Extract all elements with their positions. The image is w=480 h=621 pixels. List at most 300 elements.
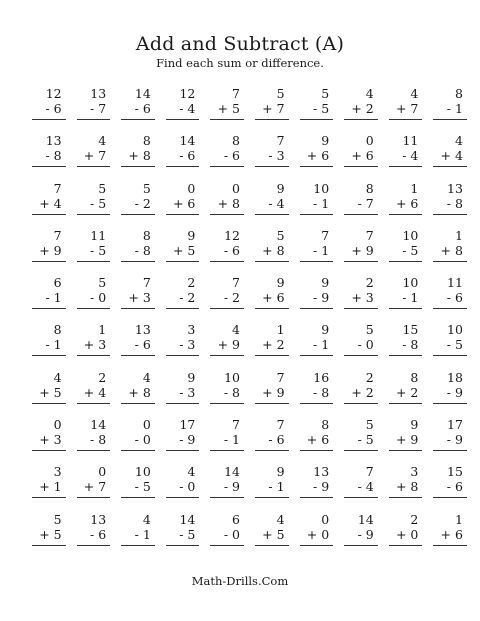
problem-item: [252, 513, 297, 560]
problem-item: [118, 229, 163, 276]
problem-operator-number: + 8: [440, 242, 463, 258]
problem-top-number: 8: [53, 322, 62, 338]
answer-line: [77, 545, 111, 546]
problem-top-number: 4: [232, 322, 240, 338]
problem-top-number: 3: [187, 322, 196, 338]
problem-top-number: 14: [179, 133, 196, 149]
problem-top-number: 8: [365, 180, 374, 196]
problem-operator-number: + 2: [262, 337, 285, 353]
problem-item: [163, 465, 208, 512]
problem-operator-number: - 9: [313, 290, 330, 306]
problem-operator-number: + 6: [306, 148, 330, 164]
problem-top-number: 7: [276, 133, 285, 149]
problem-top-number: 14: [224, 464, 240, 480]
answer-line: [210, 261, 244, 262]
problem-top-number: 2: [365, 275, 374, 291]
problem-item: [29, 513, 74, 560]
answer-line: [77, 214, 111, 215]
problem-item: [118, 513, 163, 560]
problem-item: [386, 229, 431, 276]
problem-operator-number: - 0: [90, 290, 107, 306]
problem-top-number: 2: [410, 511, 419, 527]
problem-item: [297, 276, 342, 323]
problem-operator-number: - 6: [223, 148, 240, 164]
problem-operator-number: + 3: [351, 290, 374, 306]
answer-line: [121, 261, 155, 262]
problem-top-number: 1: [454, 511, 463, 527]
problem-operator-number: + 3: [39, 432, 62, 448]
problem-item: [163, 134, 208, 181]
problem-operator-number: + 5: [39, 526, 62, 542]
problem-operator-number: - 1: [45, 290, 62, 306]
problem-operator-number: + 5: [217, 101, 240, 116]
problem-item: [74, 229, 119, 276]
answer-line: [433, 214, 467, 215]
answer-line: [344, 403, 378, 404]
answer-line: [255, 497, 289, 498]
answer-line: [433, 166, 467, 167]
problem-top-number: 0: [321, 511, 330, 527]
problem-operator-number: + 8: [395, 479, 419, 495]
problem-item: [29, 229, 74, 276]
answer-line: [121, 497, 155, 498]
problem-item: [341, 276, 386, 323]
problem-top-number: 3: [410, 464, 419, 480]
answer-line: [77, 119, 111, 120]
answer-line: [344, 261, 378, 262]
answer-line: [344, 119, 378, 120]
answer-line: [344, 214, 378, 215]
problem-item: [297, 323, 342, 370]
answer-line: [32, 403, 66, 404]
problem-operator-number: - 6: [223, 242, 240, 258]
answer-line: [433, 261, 467, 262]
answer-line: [210, 403, 244, 404]
problem-operator-number: - 2: [179, 290, 196, 306]
problem-item: [430, 465, 475, 512]
problem-top-number: 5: [321, 86, 330, 101]
problem-item: [29, 182, 74, 229]
problem-top-number: 7: [53, 180, 62, 196]
answer-line: [166, 450, 200, 451]
problem-operator-number: - 6: [268, 432, 285, 448]
problem-top-number: 13: [90, 86, 107, 101]
worksheet-instructions: Find each sum or difference.: [156, 56, 324, 70]
problem-operator-number: + 2: [351, 101, 374, 116]
problem-item: [74, 418, 119, 465]
answer-line: [300, 355, 334, 356]
problem-operator-number: + 6: [306, 432, 330, 448]
answer-line: [300, 214, 334, 215]
problem-operator-number: - 8: [223, 384, 240, 400]
problem-operator-number: + 6: [172, 195, 196, 211]
problem-item: [297, 465, 342, 512]
problem-top-number: 7: [53, 227, 62, 243]
problem-item: [386, 134, 431, 181]
answer-line: [389, 119, 423, 120]
answer-line: [300, 119, 334, 120]
problem-item: [74, 87, 119, 134]
problem-top-number: 10: [402, 275, 419, 291]
problem-operator-number: + 5: [172, 242, 196, 258]
answer-line: [166, 166, 200, 167]
problem-top-number: 9: [276, 464, 285, 480]
problem-item: [386, 276, 431, 323]
answer-line: [77, 166, 111, 167]
problem-item: [163, 87, 208, 134]
problem-item: [341, 87, 386, 134]
problem-operator-number: - 8: [446, 195, 463, 211]
problem-top-number: 4: [53, 369, 62, 385]
problem-item: [341, 513, 386, 560]
problem-top-number: 17: [179, 417, 196, 433]
problem-top-number: 5: [98, 275, 107, 291]
problem-item: [163, 371, 208, 418]
problem-top-number: 7: [142, 275, 151, 291]
problem-operator-number: + 6: [395, 195, 419, 211]
problem-operator-number: + 8: [262, 242, 285, 258]
problem-operator-number: - 5: [313, 101, 330, 116]
answer-line: [166, 545, 200, 546]
answer-line: [389, 450, 423, 451]
problem-top-number: 13: [134, 322, 151, 338]
problem-top-number: 13: [90, 511, 107, 527]
problem-top-number: 9: [276, 275, 285, 291]
problem-top-number: 1: [98, 322, 107, 338]
problem-top-number: 3: [53, 464, 62, 480]
problem-operator-number: - 2: [134, 195, 151, 211]
problem-operator-number: + 6: [440, 526, 463, 542]
answer-line: [166, 355, 200, 356]
problem-operator-number: - 3: [179, 337, 196, 353]
answer-line: [77, 497, 111, 498]
problem-item: [163, 276, 208, 323]
answer-line: [433, 545, 467, 546]
problem-item: [207, 371, 252, 418]
answer-line: [32, 450, 66, 451]
answer-line: [433, 119, 467, 120]
problem-operator-number: + 6: [262, 290, 285, 306]
problem-item: [252, 465, 297, 512]
problem-top-number: 6: [53, 275, 62, 291]
problem-item: [341, 323, 386, 370]
problem-item: [386, 371, 431, 418]
problem-item: [341, 229, 386, 276]
problem-item: [252, 276, 297, 323]
problem-top-number: 10: [402, 227, 419, 243]
problem-top-number: 8: [142, 227, 151, 243]
problem-top-number: 2: [187, 275, 196, 291]
answer-line: [32, 355, 66, 356]
problem-top-number: 0: [232, 180, 240, 196]
answer-line: [344, 355, 378, 356]
problem-top-number: 5: [365, 417, 374, 433]
problem-operator-number: - 4: [268, 195, 285, 211]
problem-item: [74, 182, 119, 229]
problem-item: [29, 418, 74, 465]
answer-line: [433, 450, 467, 451]
answer-line: [166, 403, 200, 404]
problem-top-number: 1: [454, 227, 463, 243]
problem-item: [297, 229, 342, 276]
problem-top-number: 14: [134, 86, 151, 101]
problem-operator-number: + 2: [351, 384, 374, 400]
problem-top-number: 7: [276, 369, 285, 385]
problem-operator-number: - 8: [90, 432, 107, 448]
problem-item: [341, 134, 386, 181]
problem-item: [341, 418, 386, 465]
problem-item: [207, 134, 252, 181]
problem-operator-number: + 9: [217, 337, 240, 353]
problem-item: [29, 276, 74, 323]
problem-top-number: 16: [313, 369, 330, 385]
answer-line: [389, 308, 423, 309]
problem-top-number: 11: [402, 133, 419, 149]
answer-line: [166, 214, 200, 215]
problem-item: [341, 465, 386, 512]
answer-line: [433, 403, 467, 404]
problem-operator-number: - 8: [313, 384, 330, 400]
problem-top-number: 10: [134, 464, 151, 480]
problem-item: [207, 229, 252, 276]
answer-line: [344, 450, 378, 451]
answer-line: [77, 261, 111, 262]
problem-top-number: 15: [447, 464, 463, 480]
problem-item: [207, 465, 252, 512]
problem-item: [430, 229, 475, 276]
problem-operator-number: + 1: [39, 479, 62, 495]
problem-operator-number: + 8: [128, 384, 151, 400]
problem-item: [118, 87, 163, 134]
answer-line: [166, 261, 200, 262]
problem-item: [163, 182, 208, 229]
answer-line: [389, 355, 423, 356]
problem-top-number: 13: [313, 464, 330, 480]
problem-top-number: 7: [232, 86, 240, 101]
problem-operator-number: + 3: [128, 290, 151, 306]
problem-top-number: 9: [321, 133, 330, 149]
problem-operator-number: - 3: [179, 384, 196, 400]
answer-line: [389, 403, 423, 404]
answer-line: [77, 308, 111, 309]
problem-operator-number: - 2: [223, 290, 240, 306]
problem-top-number: 5: [53, 511, 62, 527]
problem-operator-number: - 1: [134, 526, 151, 542]
problem-item: [252, 182, 297, 229]
problem-item: [207, 513, 252, 560]
problem-item: [297, 134, 342, 181]
answer-line: [255, 166, 289, 167]
problem-operator-number: - 6: [446, 290, 463, 306]
problem-operator-number: + 4: [440, 148, 463, 164]
answer-line: [32, 214, 66, 215]
problem-operator-number: - 9: [446, 384, 463, 400]
answer-line: [255, 355, 289, 356]
problem-top-number: 7: [321, 227, 330, 243]
answer-line: [121, 355, 155, 356]
answer-line: [77, 403, 111, 404]
problem-item: [207, 418, 252, 465]
problem-item: [163, 323, 208, 370]
answer-line: [389, 166, 423, 167]
problem-operator-number: + 7: [83, 148, 107, 164]
problem-operator-number: + 9: [351, 242, 374, 258]
problem-item: [118, 276, 163, 323]
answer-line: [121, 166, 155, 167]
problem-operator-number: - 5: [357, 432, 374, 448]
answer-line: [255, 450, 289, 451]
problem-top-number: 10: [313, 180, 330, 196]
problem-top-number: 7: [365, 464, 374, 480]
problem-item: [297, 371, 342, 418]
problem-operator-number: - 6: [446, 479, 463, 495]
problem-item: [430, 371, 475, 418]
problem-operator-number: + 9: [262, 384, 285, 400]
problem-item: [386, 182, 431, 229]
answer-line: [32, 261, 66, 262]
problem-operator-number: - 1: [45, 337, 62, 353]
problem-item: [252, 371, 297, 418]
problem-operator-number: - 6: [134, 337, 151, 353]
answer-line: [121, 308, 155, 309]
problem-operator-number: + 7: [262, 101, 285, 116]
problem-top-number: 5: [142, 180, 151, 196]
problem-operator-number: + 5: [39, 384, 62, 400]
answer-line: [121, 119, 155, 120]
problem-item: [430, 134, 475, 181]
problem-operator-number: - 3: [268, 148, 285, 164]
answer-line: [344, 308, 378, 309]
problem-item: [29, 371, 74, 418]
answer-line: [210, 119, 244, 120]
answer-line: [210, 308, 244, 309]
problem-item: [74, 371, 119, 418]
problem-top-number: 9: [410, 417, 419, 433]
answer-line: [166, 119, 200, 120]
answer-line: [255, 403, 289, 404]
problem-item: [341, 371, 386, 418]
problem-top-number: 8: [232, 133, 240, 149]
problem-top-number: 8: [454, 86, 463, 101]
answer-line: [389, 497, 423, 498]
problem-operator-number: - 7: [90, 101, 107, 116]
problem-item: [252, 229, 297, 276]
answer-line: [210, 214, 244, 215]
problem-item: [207, 87, 252, 134]
problem-operator-number: - 5: [90, 195, 107, 211]
problem-top-number: 2: [365, 369, 374, 385]
answer-line: [300, 166, 334, 167]
problem-operator-number: + 5: [262, 526, 285, 542]
problem-top-number: 0: [98, 464, 107, 480]
problem-operator-number: - 7: [357, 195, 374, 211]
problem-operator-number: + 8: [217, 195, 240, 211]
problem-item: [74, 465, 119, 512]
problem-top-number: 9: [276, 180, 285, 196]
problem-top-number: 9: [187, 369, 196, 385]
problem-top-number: 15: [402, 322, 419, 338]
answer-line: [32, 166, 66, 167]
problem-top-number: 4: [454, 133, 463, 149]
problem-operator-number: - 5: [179, 526, 196, 542]
problem-operator-number: - 9: [446, 432, 463, 448]
problem-item: [386, 418, 431, 465]
problem-top-number: 12: [45, 86, 62, 101]
problem-top-number: 5: [276, 227, 285, 243]
problem-grid: [29, 87, 475, 560]
problem-operator-number: + 7: [395, 101, 419, 116]
answer-line: [344, 545, 378, 546]
problem-top-number: 12: [179, 86, 196, 101]
problem-operator-number: - 5: [90, 242, 107, 258]
answer-line: [389, 214, 423, 215]
problem-top-number: 17: [447, 417, 463, 433]
problem-top-number: 5: [98, 180, 107, 196]
problem-item: [29, 87, 74, 134]
problem-top-number: 9: [321, 322, 330, 338]
problem-operator-number: - 1: [446, 101, 463, 116]
answer-line: [300, 308, 334, 309]
problem-top-number: 14: [179, 511, 196, 527]
problem-item: [430, 182, 475, 229]
problem-item: [118, 134, 163, 181]
problem-item: [207, 323, 252, 370]
answer-line: [32, 308, 66, 309]
problem-operator-number: + 0: [395, 526, 419, 542]
answer-line: [300, 403, 334, 404]
problem-item: [297, 418, 342, 465]
problem-top-number: 13: [447, 180, 463, 196]
problem-item: [118, 371, 163, 418]
problem-top-number: 0: [53, 417, 62, 433]
worksheet-title: Add and Subtract (A): [135, 33, 345, 55]
answer-line: [121, 403, 155, 404]
answer-line: [255, 545, 289, 546]
footer-site-name: Math-Drills.Com: [191, 574, 289, 588]
problem-operator-number: - 9: [223, 479, 240, 495]
problem-operator-number: - 9: [357, 526, 374, 542]
answer-line: [32, 497, 66, 498]
problem-item: [430, 87, 475, 134]
answer-line: [344, 166, 378, 167]
problem-operator-number: - 6: [134, 101, 151, 116]
problem-top-number: 0: [187, 180, 196, 196]
problem-operator-number: + 4: [83, 384, 107, 400]
problem-operator-number: - 6: [45, 101, 62, 116]
problem-top-number: 4: [365, 86, 374, 101]
problem-item: [74, 134, 119, 181]
problem-top-number: 4: [98, 133, 107, 149]
problem-operator-number: - 1: [313, 242, 330, 258]
problem-top-number: 6: [232, 511, 240, 527]
problem-operator-number: + 9: [395, 432, 419, 448]
problem-operator-number: + 2: [395, 384, 419, 400]
problem-item: [207, 182, 252, 229]
problem-top-number: 7: [232, 417, 240, 433]
problem-top-number: 7: [276, 417, 285, 433]
problem-top-number: 9: [321, 275, 330, 291]
problem-operator-number: - 6: [179, 148, 196, 164]
problem-item: [252, 323, 297, 370]
problem-top-number: 5: [365, 322, 374, 338]
answer-line: [300, 497, 334, 498]
problem-item: [386, 513, 431, 560]
problem-operator-number: - 0: [179, 479, 196, 495]
answer-line: [433, 497, 467, 498]
problem-item: [430, 418, 475, 465]
problem-item: [297, 513, 342, 560]
problem-top-number: 14: [357, 511, 374, 527]
